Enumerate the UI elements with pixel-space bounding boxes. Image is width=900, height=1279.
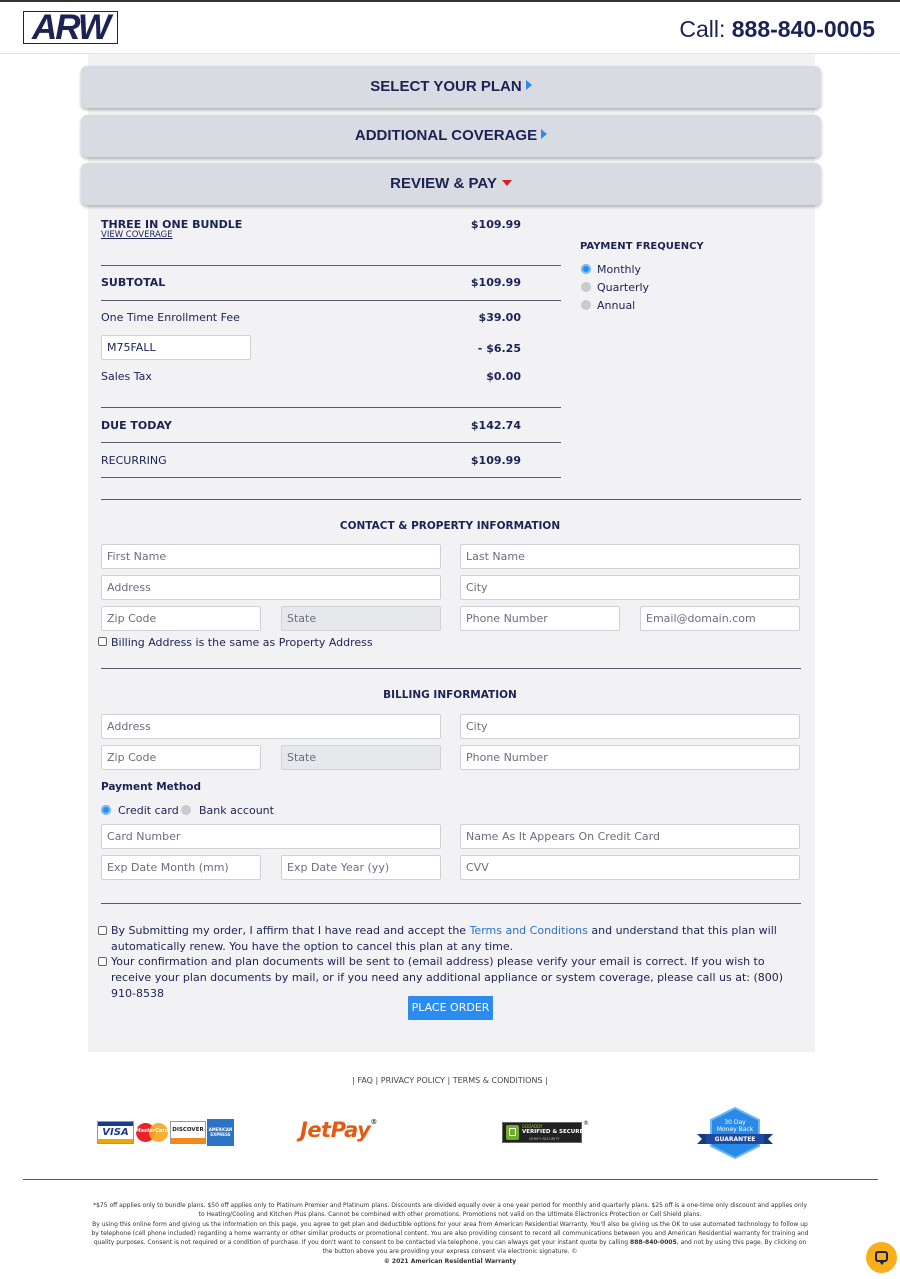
recurring-value: $109.99 bbox=[470, 454, 521, 467]
registered-mark: ® bbox=[583, 1120, 589, 1127]
visa-text: VISA bbox=[102, 1127, 129, 1138]
state-field: State bbox=[281, 606, 441, 631]
caret-right-icon bbox=[526, 80, 532, 90]
faq-link[interactable]: FAQ bbox=[357, 1076, 373, 1085]
same-billing-checkbox[interactable] bbox=[98, 637, 107, 646]
fine-print-consent-b: , and not by using this page. By clicking on the button above you are providing your express consent via electronic signature. © bbox=[322, 1239, 807, 1256]
footer-links: | FAQ | PRIVACY POLICY | TERMS & CONDITIONS | bbox=[352, 1076, 548, 1085]
payment-frequency-title: PAYMENT FREQUENCY bbox=[580, 241, 704, 252]
billing-phone-field[interactable]: Phone Number bbox=[460, 745, 800, 770]
call-label: Call: bbox=[679, 16, 726, 42]
due-today-value: $142.74 bbox=[470, 419, 521, 432]
divider bbox=[101, 442, 561, 443]
sales-tax-value: $0.00 bbox=[486, 370, 521, 383]
terms-text bbox=[111, 923, 801, 955]
subtotal-value: $109.99 bbox=[470, 276, 521, 289]
caret-right-icon bbox=[541, 129, 547, 139]
site-header bbox=[0, 2, 900, 54]
footer-separator bbox=[23, 1179, 878, 1180]
discover-icon bbox=[170, 1121, 206, 1144]
call-phone[interactable] bbox=[679, 16, 875, 43]
fine-print-phone: 888-840-0005 bbox=[630, 1239, 677, 1247]
frequency-quarterly-label[interactable]: Quarterly bbox=[597, 281, 650, 294]
card-name-field[interactable]: Name As It Appears On Credit Card bbox=[460, 824, 800, 849]
card-number-field[interactable]: Card Number bbox=[101, 824, 441, 849]
fine-print bbox=[90, 1201, 810, 1266]
phone-field[interactable]: Phone Number bbox=[460, 606, 620, 631]
divider bbox=[101, 265, 561, 266]
first-name-field[interactable]: First Name bbox=[101, 544, 441, 569]
terms-checkbox[interactable] bbox=[98, 926, 107, 935]
mastercard-icon bbox=[135, 1121, 169, 1144]
guarantee-badge-icon bbox=[696, 1107, 774, 1159]
bank-account-radio[interactable] bbox=[181, 805, 191, 815]
due-today-label: DUE TODAY bbox=[101, 419, 172, 432]
place-order-button[interactable]: PLACE ORDER bbox=[408, 996, 493, 1020]
billing-section-title: BILLING INFORMATION bbox=[383, 689, 517, 701]
frequency-monthly-radio[interactable] bbox=[581, 264, 591, 274]
logo-text: ARW bbox=[32, 7, 109, 47]
zip-code-field[interactable]: Zip Code bbox=[101, 606, 261, 631]
view-coverage-link[interactable]: VIEW COVERAGE bbox=[101, 230, 173, 240]
godaddy-small: GODADDY bbox=[522, 1124, 543, 1129]
money-back-guarantee-badge bbox=[696, 1107, 774, 1159]
chat-icon bbox=[875, 1251, 888, 1262]
docs-text: Your confirmation and plan documents will be sent to (email address) please verify your email is correct. If you wish to receive your plan documents by mail, or if you need any additional appliance or system coverage, please call us at: (800) 910-8538 bbox=[111, 955, 784, 1000]
divider bbox=[101, 300, 561, 301]
mastercard-text: MasterCard bbox=[135, 1128, 169, 1134]
terms-post: and understand that this plan will automatically renew. You have the option to cancel this plan at any time. bbox=[111, 924, 777, 953]
same-billing-label[interactable]: Billing Address is the same as Property Address bbox=[111, 636, 373, 649]
enrollment-fee-value: $39.00 bbox=[478, 311, 521, 324]
accordion-label: REVIEW & PAY bbox=[390, 175, 497, 192]
visa-icon bbox=[97, 1121, 134, 1144]
enrollment-fee-label: One Time Enrollment Fee bbox=[101, 311, 240, 324]
city-field[interactable]: City bbox=[460, 575, 800, 600]
godaddy-seal[interactable] bbox=[502, 1122, 588, 1143]
accordion-select-plan[interactable] bbox=[81, 66, 821, 108]
fine-print-consent-a: By using this online form and giving us the information on this page, you agree to get plan and deductible options for your area from American Residential Warranty. You'll also be giving us the OK to use automated technology to follow up by telephone (cell phone included) regarding a home warranty or other similar products or promotional content. You are also providing consent to record all communications between you and American Residential warranty for training and quality purposes. Consent is not required or a condition of purchase. If you don't want to consent to be contacted via telephone, you can always get your instant quote by calling bbox=[91, 1220, 809, 1247]
godaddy-main: VERIFIED & SECURED bbox=[522, 1129, 588, 1135]
fine-print-promo: *$75 off applies only to bundle plans. $50 off applies only to Platinum Premier and Platinum plans. Discounts are divided equally over a one year period for monthly and quarterly plans. $25 off is a one-time only discount and applies only to Heating/Cooling and Kitchen Plus plans. Cannot be combined with other promotions. Promotions not valid on the Ultimate Electronics Protection or Cell Shield plans. bbox=[93, 1202, 807, 1219]
section-divider bbox=[101, 668, 801, 669]
cvv-field[interactable]: CVV bbox=[460, 855, 800, 880]
jetpay-text: JetPay bbox=[300, 1118, 371, 1142]
docs-checkbox[interactable] bbox=[98, 957, 107, 966]
discover-text: DISCOVER bbox=[172, 1127, 204, 1133]
privacy-policy-link[interactable]: PRIVACY POLICY bbox=[380, 1076, 445, 1085]
frequency-annual-label[interactable]: Annual bbox=[597, 299, 636, 312]
billing-city-field[interactable]: City bbox=[460, 714, 800, 739]
credit-card-label[interactable]: Credit card bbox=[118, 804, 179, 817]
badge-line2: Money Back bbox=[716, 1126, 754, 1133]
frequency-annual-radio[interactable] bbox=[581, 300, 591, 310]
accordion-additional-coverage[interactable] bbox=[81, 115, 821, 157]
exp-month-field[interactable]: Exp Date Month (mm) bbox=[101, 855, 261, 880]
credit-card-radio[interactable] bbox=[101, 805, 111, 815]
badge-line1: 30 Day bbox=[724, 1119, 746, 1126]
jetpay-logo: JetPay® bbox=[300, 1118, 377, 1142]
amex-icon bbox=[207, 1119, 234, 1146]
email-field[interactable]: Email@domain.com bbox=[640, 606, 800, 631]
terms-link[interactable]: Terms and Conditions bbox=[469, 924, 588, 937]
plan-name: THREE IN ONE BUNDLE bbox=[101, 218, 243, 231]
plan-price: $109.99 bbox=[470, 218, 521, 231]
subtotal-label: SUBTOTAL bbox=[101, 276, 166, 289]
section-divider bbox=[101, 903, 801, 904]
caret-down-icon bbox=[502, 180, 512, 186]
copyright: © 2021 American Residential Warranty bbox=[383, 1257, 517, 1265]
billing-zip-field[interactable]: Zip Code bbox=[101, 745, 261, 770]
divider bbox=[101, 407, 561, 408]
terms-link-footer[interactable]: TERMS & CONDITIONS bbox=[452, 1076, 543, 1085]
amex-text: AMERICAN EXPRESS bbox=[208, 1127, 233, 1137]
godaddy-sub: VERIFY SECURITY bbox=[529, 1137, 560, 1141]
billing-state-field: State bbox=[281, 745, 441, 770]
billing-address-field[interactable]: Address bbox=[101, 714, 441, 739]
promo-code-input[interactable]: M75FALL bbox=[101, 335, 251, 360]
frequency-monthly-label[interactable]: Monthly bbox=[597, 263, 642, 276]
recurring-label: RECURRING bbox=[101, 454, 167, 467]
address-field[interactable]: Address bbox=[101, 575, 441, 600]
exp-year-field[interactable]: Exp Date Year (yy) bbox=[281, 855, 441, 880]
bank-account-label[interactable]: Bank account bbox=[199, 804, 274, 817]
payment-method-label: Payment Method bbox=[101, 781, 202, 793]
badge-ribbon: GUARANTEE bbox=[714, 1136, 756, 1143]
phone-number: 888-840-0005 bbox=[731, 16, 875, 42]
last-name-field[interactable]: Last Name bbox=[460, 544, 800, 569]
promo-discount-value: - $6.25 bbox=[477, 342, 521, 355]
accordion-label: SELECT YOUR PLAN bbox=[370, 78, 522, 95]
accordion-label: ADDITIONAL COVERAGE bbox=[354, 127, 538, 144]
terms-pre: By Submitting my order, I affirm that I have read and accept the bbox=[111, 924, 470, 937]
accordion-review-pay[interactable] bbox=[81, 163, 821, 205]
section-divider bbox=[101, 499, 801, 500]
arw-logo[interactable] bbox=[23, 7, 118, 47]
frequency-quarterly-radio[interactable] bbox=[581, 282, 591, 292]
fine-print-consent bbox=[90, 1220, 810, 1257]
chat-button[interactable] bbox=[866, 1242, 897, 1273]
sales-tax-label: Sales Tax bbox=[101, 370, 152, 383]
contact-section-title: CONTACT & PROPERTY INFORMATION bbox=[339, 520, 561, 532]
divider bbox=[101, 477, 561, 478]
